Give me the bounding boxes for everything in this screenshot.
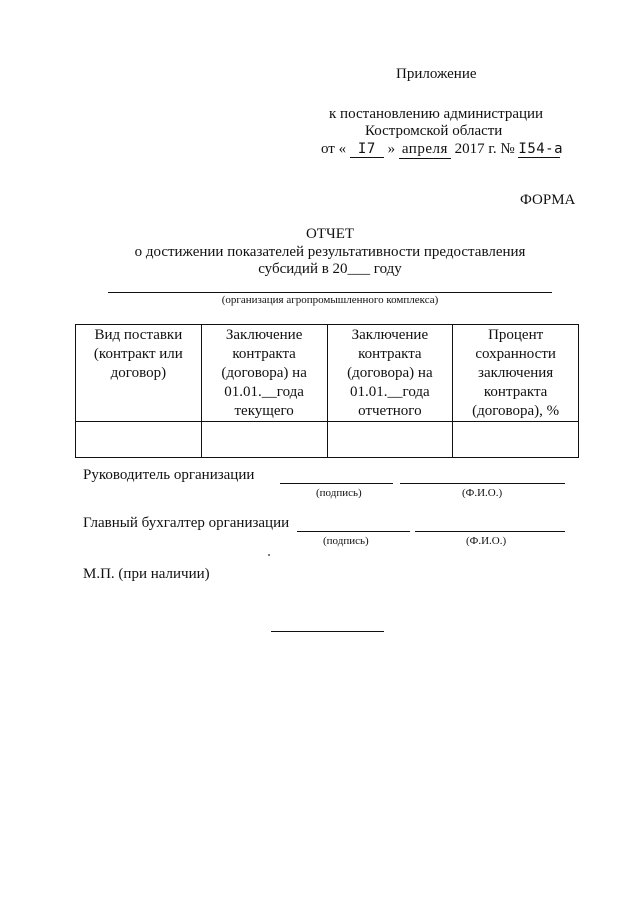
appendix-title: Приложение [396,66,477,82]
form-label: ФОРМА [520,192,576,208]
table-cell[interactable] [453,422,579,458]
scan-speck [268,554,270,556]
appendix-line-2: Костромской области [365,123,503,139]
head-signature-caption: (подпись) [316,487,362,499]
header-supply-type: Вид поставки (контракт или договор) [76,325,202,422]
accountant-name-line[interactable] [415,531,565,532]
table-header-row [76,325,579,422]
head-name-caption: (Ф.И.О.) [462,487,503,499]
organization-caption: (организация агропромышленного комплекса) [221,294,439,306]
stamp-label: М.П. (при наличии) [83,566,210,582]
report-subtitle-2: субсидий в 20___ году [258,261,402,277]
appendix-date-line [321,141,564,159]
document-number: I54-а [518,141,564,157]
header-contract-reporting: Заключение контракта (договора) на 01.01.__года отчетного [327,325,453,422]
accountant-signature-line[interactable] [297,531,410,532]
date-quote-close: » [387,141,396,157]
appendix-line-1: к постановлению администрации [329,106,544,122]
closing-separator-line [271,631,384,632]
head-label: Руководитель организации [83,467,255,483]
organization-line [108,292,552,293]
accountant-name-caption: (Ф.И.О.) [466,535,507,547]
header-contract-current: Заключение контракта (договора) на 01.01.__года текущего [201,325,327,422]
head-signature-line[interactable] [280,483,393,484]
accountant-label: Главный бухгалтер организации [83,515,290,531]
report-title: ОТЧЕТ [305,226,355,242]
table-row [76,422,579,458]
report-table [75,324,579,458]
head-name-line[interactable] [400,483,565,484]
date-year: 2017 г. № [454,141,515,157]
table-cell[interactable] [201,422,327,458]
date-month: апреля [399,141,451,159]
report-subtitle: о достижении показателей результативности предоставления [134,244,526,260]
table-cell[interactable] [76,422,202,458]
date-prefix: от « [321,141,347,157]
header-retention-percent: Процент сохранности заключения контракта (договора), % [453,325,579,422]
table-cell[interactable] [327,422,453,458]
accountant-signature-caption: (подпись) [323,535,369,547]
date-day: I7 [350,141,384,158]
